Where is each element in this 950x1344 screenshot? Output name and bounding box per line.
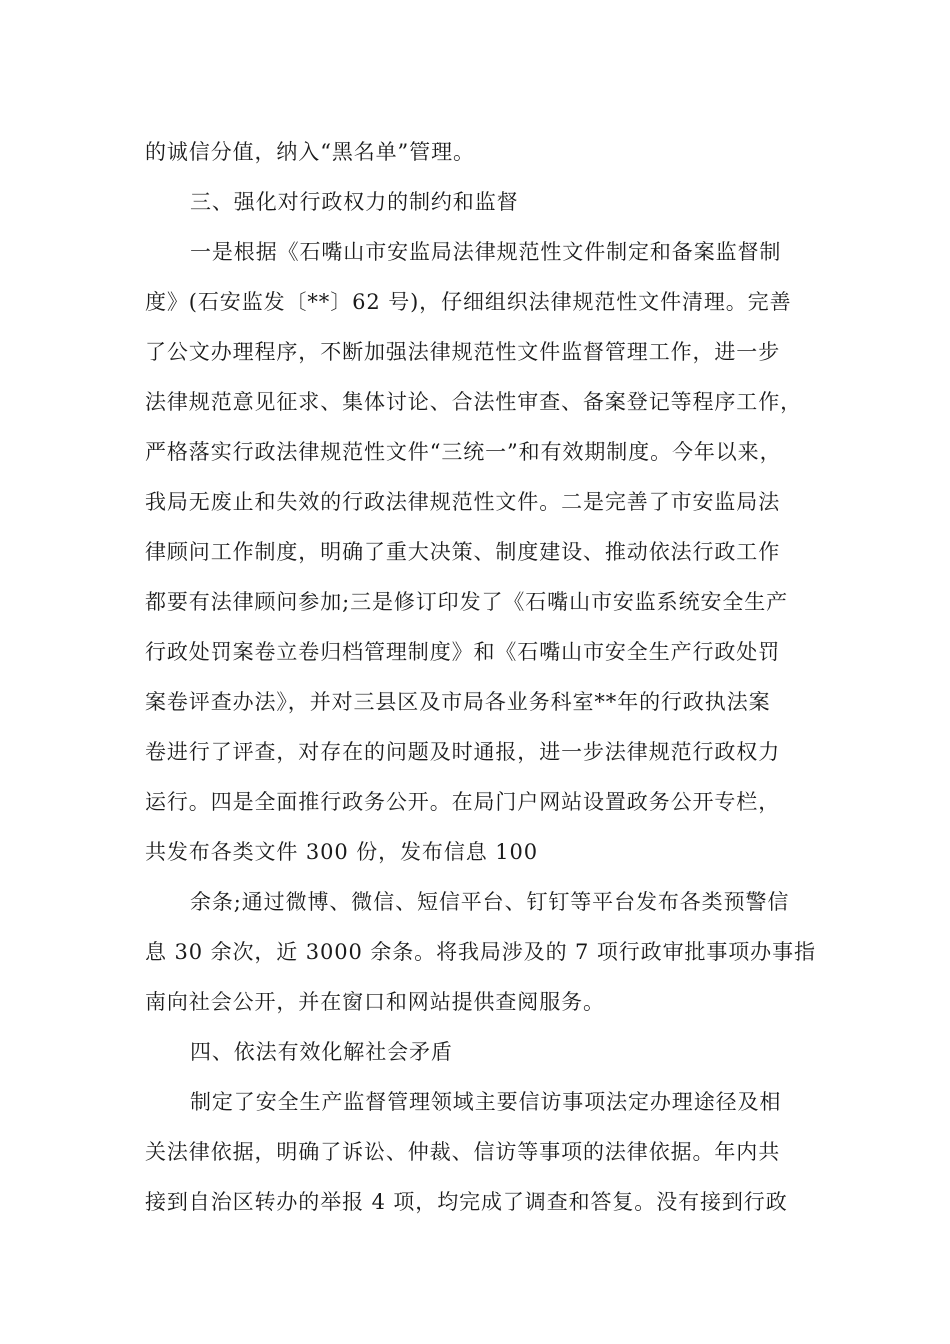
text-line: 都要有法律顾问参加;三是修订印发了《石嘴山市安监系统安全生产 [145,590,789,614]
text-line: 制定了安全生产监督管理领域主要信访事项法定办理途径及相 [190,1090,782,1114]
text-line: 的诚信分值，纳入“黑名单”管理。 [145,140,475,164]
section-heading: 三、强化对行政权力的制约和监督 [190,190,519,214]
text-line: 卷进行了评查，对存在的问题及时通报，进一步法律规范行政权力 [145,740,781,764]
text-line: 案卷评查办法》，并对三县区及市局各业务科室**年的行政执法案 [145,690,771,714]
text-line: 度》(石安监发〔**〕62 号)，仔细组织法律规范性文件清理。完善 [145,290,792,314]
text-line: 一是根据《石嘴山市安监局法律规范性文件制定和备案监督制 [190,240,782,264]
text-line: 严格落实行政法律规范性文件“三统一”和有效期制度。今年以来， [145,440,782,464]
text-line: 运行。四是全面推行政务公开。在局门户网站设置政务公开专栏， [145,790,781,814]
text-line: 关法律依据，明确了诉讼、仲裁、信访等事项的法律依据。年内共 [145,1140,781,1164]
text-line: 律顾问工作制度，明确了重大决策、制度建设、推动依法行政工作 [145,540,781,564]
text-line: 法律规范意见征求、集体讨论、合法性审查、备案登记等程序工作， [145,390,802,414]
text-line: 息 30 余次，近 3000 余条。将我局涉及的 7 项行政审批事项办事指 [145,940,816,964]
text-line: 共发布各类文件 300 份，发布信息 100 [145,840,538,864]
text-line: 行政处罚案卷立卷归档管理制度》和《石嘴山市安全生产行政处罚 [145,640,781,664]
text-line: 余条;通过微博、微信、短信平台、钉钉等平台发布各类预警信 [190,890,790,914]
text-line: 了公文办理程序，不断加强法律规范性文件监督管理工作，进一步 [145,340,781,364]
section-heading: 四、依法有效化解社会矛盾 [190,1040,453,1064]
text-line: 我局无废止和失效的行政法律规范性文件。二是完善了市安监局法 [145,490,781,514]
text-line: 接到自治区转办的举报 4 项，均完成了调查和答复。没有接到行政 [145,1190,788,1214]
text-line: 南向社会公开，并在窗口和网站提供查阅服务。 [145,990,605,1014]
